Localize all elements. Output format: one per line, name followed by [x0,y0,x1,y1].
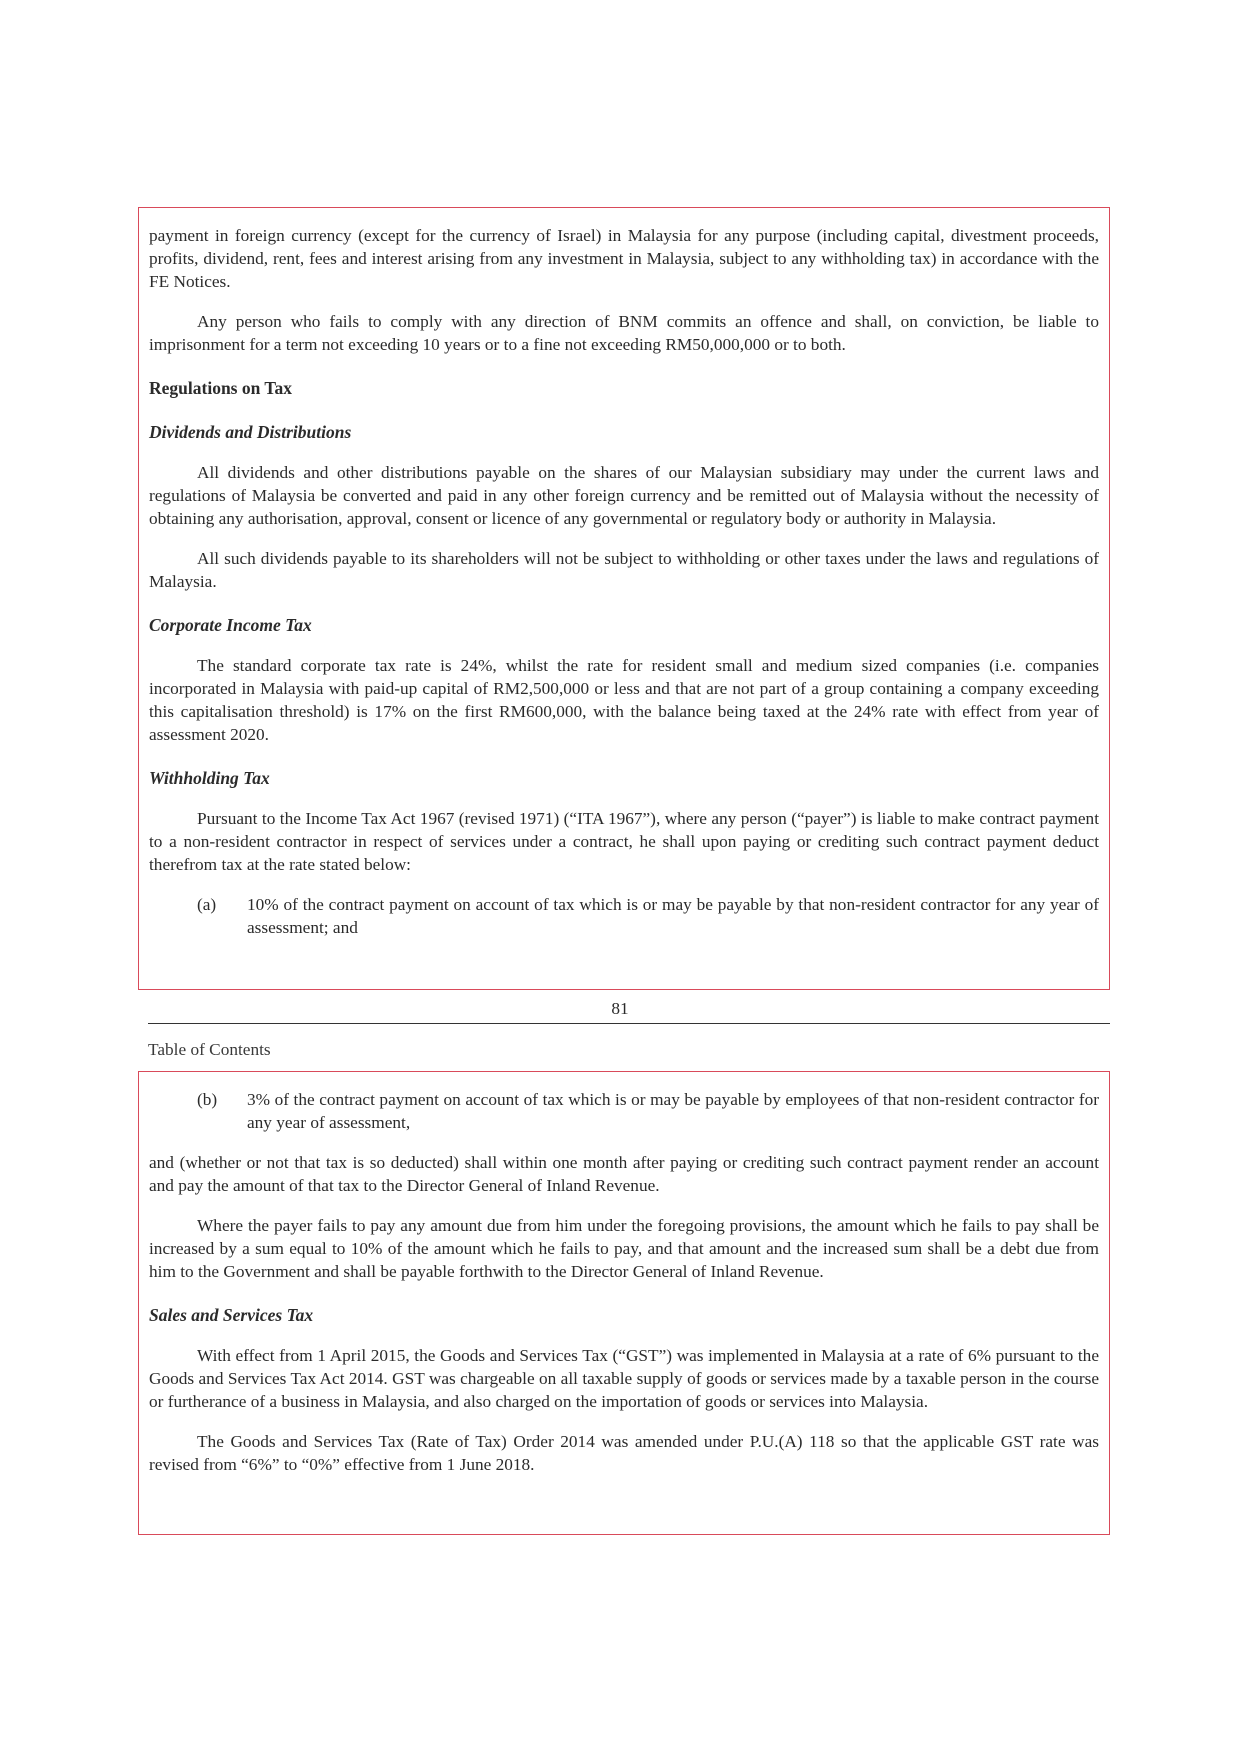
paragraph-foreign-currency: payment in foreign currency (except for the currency of Israel) in Malaysia for any purpose (including capital, divestment proceeds, profits, dividend, rent, fees and interest arising from any investment in Malaysia, subject to any withholding tax) in accordance with the FE Notices. [149,226,1099,291]
paragraph-ita-1967: Pursuant to the Income Tax Act 1967 (revised 1971) (“ITA 1967”), where any person (“payer”) is liable to make contract payment to a non-resident contractor in respect of services under a contract, he shall upon paying or crediting such contract payment deduct therefrom tax at the rate stated below: [149,809,1099,874]
list-item-b-label: (b) [197,1090,218,1109]
list-item-b [149,1088,1099,1134]
paragraph-gst-rate-revision: The Goods and Services Tax (Rate of Tax) Order 2014 was amended under P.U.(A) 118 so that the applicable GST rate was revised from “6%” to “0%” effective from 1 June 2018. [149,1432,1099,1474]
subheading-corporate-income-tax: Corporate Income Tax [149,615,312,635]
list-item-a-text: 10% of the contract payment on account of tax which is or may be payable by that non-resident contractor for any year of assessment; and [247,895,1099,937]
subheading-sales-services-tax: Sales and Services Tax [149,1305,314,1325]
heading-regulations-on-tax: Regulations on Tax [149,378,292,398]
list-item-a [149,893,1099,939]
highlighted-section-page-81 [138,207,1110,990]
list-item-b-text: 3% of the contract payment on account of tax which is or may be payable by employees of that non-resident contractor for any year of assessment, [247,1090,1099,1132]
subheading-dividends: Dividends and Distributions [149,422,352,442]
paragraph-gst-implementation: With effect from 1 April 2015, the Goods and Services Tax (“GST”) was implemented in Malaysia at a rate of 6% pursuant to the Goods and Services Tax Act 2014. GST was chargeable on all taxable supply of goods or services made by a taxable person in the course or furtherance of a business in Malaysia, and also charged on the importation of goods or services into Malaysia. [149,1346,1099,1411]
paragraph-dividends-conversion: All dividends and other distributions payable on the shares of our Malaysian subsidiary may under the current laws and regulations of Malaysia be converted and paid in any other foreign currency and be remitted out of Malaysia without the necessity of obtaining any authorisation, approval, consent or licence of any governmental or regulatory body or authority in Malaysia. [149,463,1099,528]
paragraph-dividends-withholding: All such dividends payable to its shareholders will not be subject to withholding or other taxes under the laws and regulations of Malaysia. [149,549,1099,591]
list-item-a-label: (a) [197,895,217,914]
paragraph-corporate-tax-rate: The standard corporate tax rate is 24%, whilst the rate for resident small and medium sized companies (i.e. companies incorporated in Malaysia with paid-up capital of RM2,500,000 or less and that are not part of a group containing a company exceeding this capitalisation threshold) is 17% on the first RM600,000, with the balance being taxed at the 24% rate with effect from year of assessment 2020. [149,656,1099,744]
highlighted-section-page-82 [138,1071,1110,1535]
paragraph-payer-failure: Where the payer fails to pay any amount due from him under the foregoing provisions, the amount which he fails to pay shall be increased by a sum equal to 10% of the amount which he fails to pay, and that amount and the increased sum shall be a debt due from him to the Government and shall be payable forthwith to the Director General of Inland Revenue. [149,1216,1099,1281]
subheading-withholding-tax: Withholding Tax [149,768,270,788]
footer-divider [148,1023,1110,1024]
page-number: 81 [611,999,629,1018]
paragraph-bnm-offence: Any person who fails to comply with any direction of BNM commits an offence and shall, on conviction, be liable to imprisonment for a term not exceeding 10 years or to a fine not exceeding RM50,000,000 or to both. [149,312,1099,354]
table-of-contents-link[interactable]: Table of Contents [148,1040,271,1059]
paragraph-account-director-general: and (whether or not that tax is so deducted) shall within one month after paying or crediting such contract payment render an account and pay the amount of that tax to the Director General of Inland Revenue. [149,1153,1099,1195]
